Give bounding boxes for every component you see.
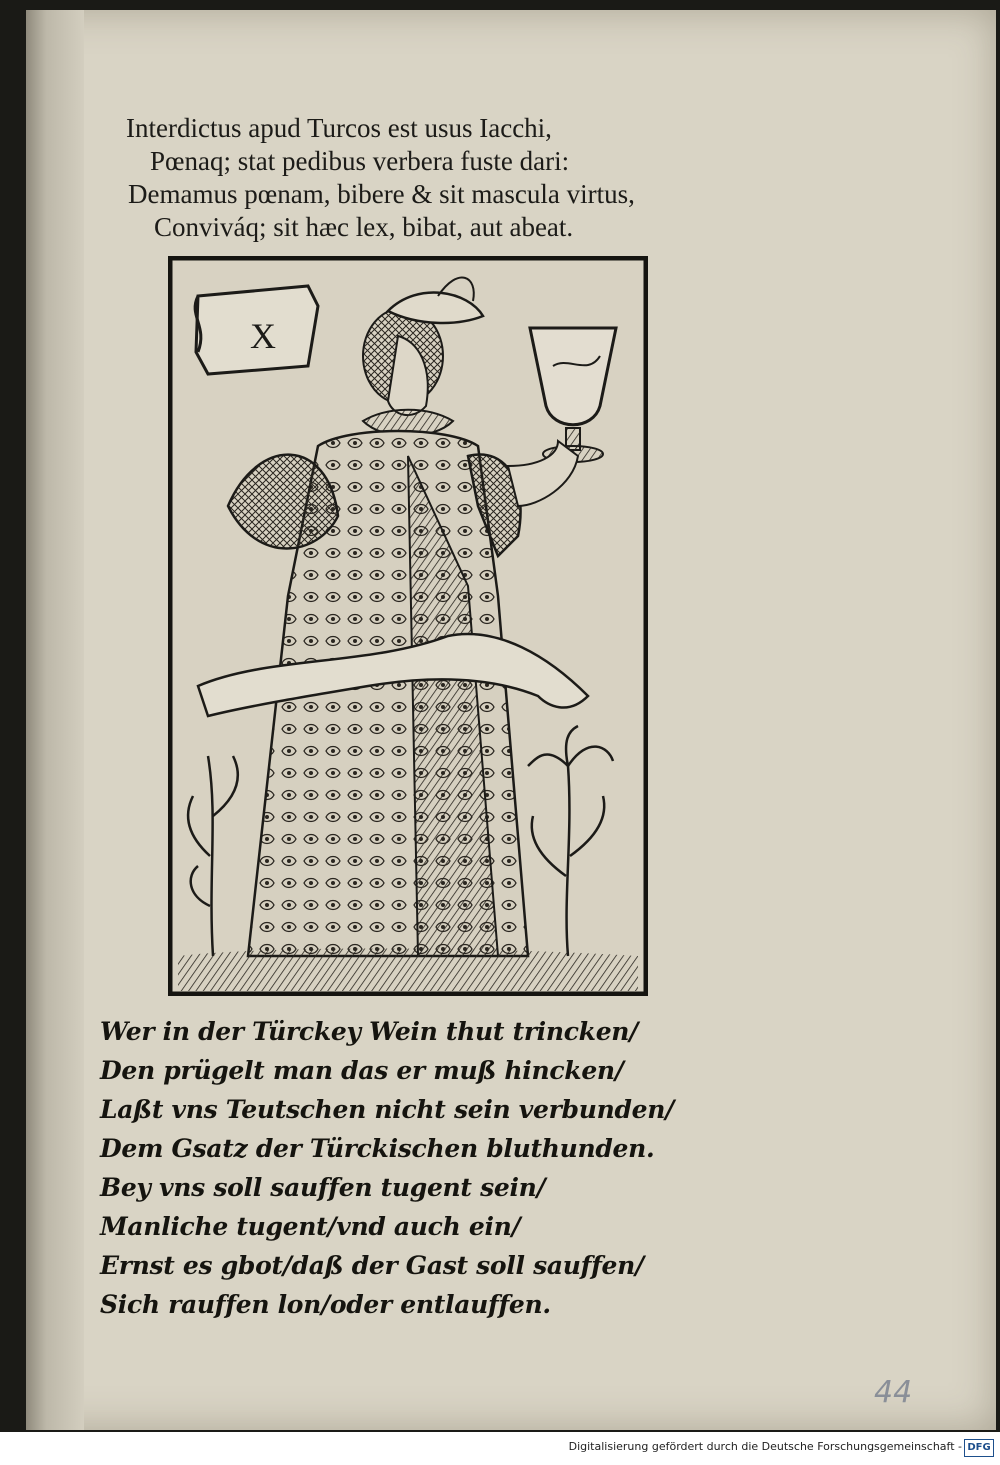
- german-line: Bey vns soll sauffen tugent sein/: [100, 1173, 546, 1202]
- digitization-footer: [0, 1432, 1000, 1465]
- german-line: Wer in der Türckey Wein thut trincken/: [100, 1017, 639, 1046]
- german-line: Dem Gsatz der Türckischen bluthunden.: [100, 1134, 655, 1163]
- latin-verses: [120, 112, 760, 244]
- page-gutter: [26, 10, 84, 1430]
- german-line: Laßt vns Teutschen nicht sein verbunden/: [100, 1095, 674, 1124]
- german-verses: [100, 1012, 674, 1324]
- ground: [178, 949, 638, 992]
- woodcut-illustration: [168, 256, 648, 996]
- folio-number: 44: [874, 1375, 913, 1410]
- latin-line: Pœnaq; stat pedibus verbera fuste dari:: [150, 146, 570, 176]
- german-line: Ernst es gbot/daß der Gast soll sauffen/: [100, 1251, 644, 1280]
- german-line: Den prügelt man das er muß hincken/: [100, 1056, 624, 1085]
- banner-numeral: X: [250, 316, 276, 356]
- german-line: Sich rauffen lon/oder entlauffen.: [100, 1290, 551, 1319]
- numeral-banner: [195, 286, 318, 374]
- latin-line: Interdictus apud Turcos est usus Iacchi,: [126, 113, 552, 143]
- latin-line: Conviváq; sit hæc lex, bibat, aut abeat.: [154, 212, 574, 242]
- german-line: Manliche tugent/vnd auch ein/: [100, 1212, 521, 1241]
- latin-line: Demamus pœnam, bibere & sit mascula virtus,: [128, 179, 635, 209]
- footer-credit: Digitalisierung gefördert durch die Deutsche Forschungsgemeinschaft -: [568, 1440, 962, 1453]
- dfg-logo-icon: DFG: [964, 1439, 994, 1457]
